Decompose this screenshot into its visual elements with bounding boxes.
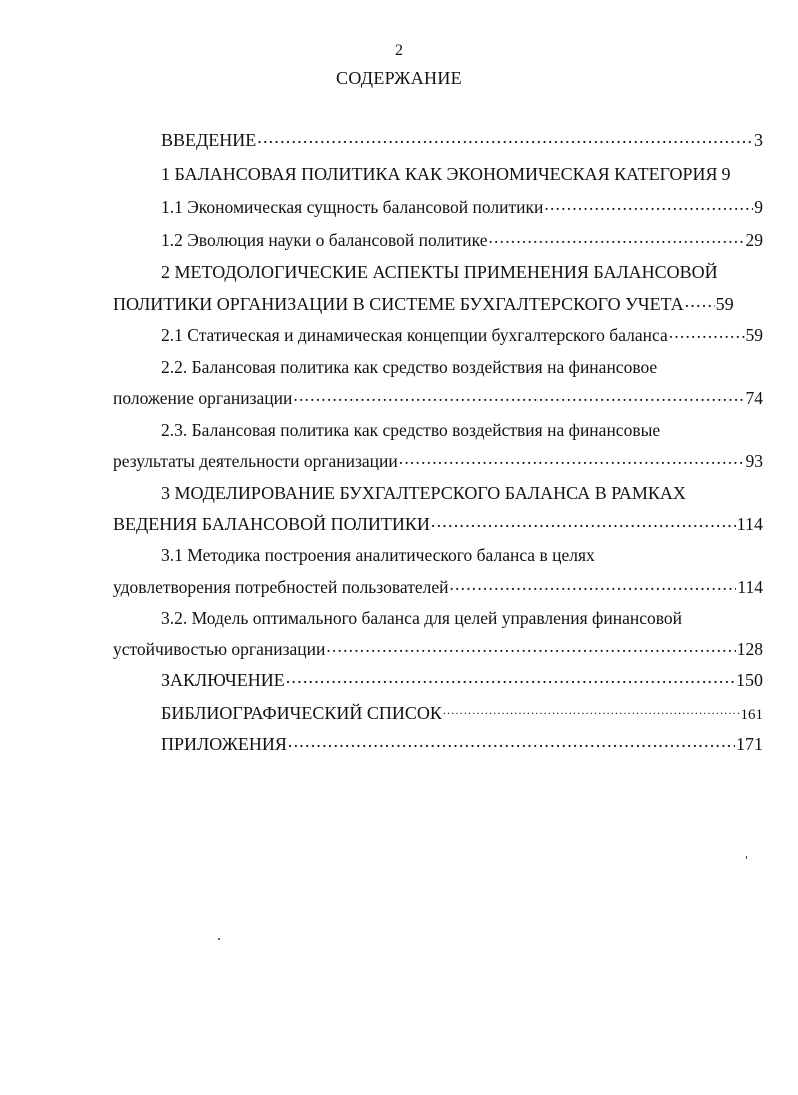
- toc-entry-chapter-2[interactable]: [113, 292, 763, 316]
- toc-entry-page: 74: [745, 388, 763, 408]
- toc-entry-section-1-1[interactable]: [161, 195, 763, 219]
- toc-entry-section-2-3-line1: 2.3. Балансовая политика как средство воздействия на финансовые: [161, 420, 661, 440]
- toc-entry-label: 1.2 Эволюция науки о балансовой политике: [161, 230, 488, 250]
- toc-leader-dots: [326, 638, 735, 656]
- toc-entry-page: 93: [745, 451, 763, 471]
- toc-entry-label: 2.1 Статическая и динамическая концепции бухгалтерского баланса: [161, 325, 668, 345]
- toc-entry-label: 1.1 Экономическая сущность балансовой политики: [161, 197, 544, 217]
- toc-entry-conclusion[interactable]: [161, 668, 763, 692]
- toc-leader-dots: [685, 292, 715, 310]
- toc-entry-section-2-3[interactable]: [113, 449, 763, 473]
- toc-entry-chapter-3[interactable]: [113, 512, 763, 536]
- toc-entry-label: 1 БАЛАНСОВАЯ ПОЛИТИКА КАК ЭКОНОМИЧЕСКАЯ КАТЕГОРИЯ: [161, 164, 718, 184]
- toc-entry-page: 59: [745, 325, 763, 345]
- toc-entry-chapter-3-line1: 3 МОДЕЛИРОВАНИЕ БУХГАЛТЕРСКОГО БАЛАНСА В РАМКАХ: [161, 483, 686, 503]
- toc-title: СОДЕРЖАНИЕ: [336, 68, 462, 88]
- toc-entry-section-2-1[interactable]: [161, 323, 763, 347]
- toc-leader-dots: [288, 732, 735, 750]
- toc-entry-page: 128: [736, 639, 763, 659]
- toc-entry-bibliography[interactable]: [161, 701, 763, 727]
- toc-entry-section-1-2[interactable]: [161, 228, 763, 252]
- toc-leader-dots: [544, 196, 753, 214]
- toc-entry-page: 161: [740, 707, 763, 723]
- toc-leader-dots: [488, 229, 744, 247]
- toc-entry-page: 114: [736, 514, 763, 534]
- toc-leader-dots: [257, 128, 753, 146]
- toc-entry-label: БИБЛИОГРАФИЧЕСКИЙ СПИСОК: [161, 703, 442, 723]
- scan-speck: [746, 856, 747, 859]
- toc-entry-label: ВВЕДЕНИЕ: [161, 130, 257, 150]
- toc-entry-label: результаты деятельности организации: [113, 451, 398, 471]
- toc-entry-section-2-2[interactable]: [113, 386, 763, 410]
- toc-entry-section-3-2[interactable]: [113, 637, 763, 661]
- scan-speck: [218, 938, 220, 940]
- toc-leader-dots: [449, 576, 736, 594]
- toc-entry-section-3-2-line1: 3.2. Модель оптимального баланса для целей управления финансовой: [161, 608, 683, 628]
- toc-entry-page: 9: [754, 197, 763, 217]
- toc-entry-label: положение организации: [113, 388, 293, 408]
- toc-entry-section-3-1[interactable]: [113, 575, 763, 599]
- toc-entry-label: удовлетворения потребностей пользователей: [113, 577, 449, 597]
- toc-entry-chapter-2-line1: 2 МЕТОДОЛОГИЧЕСКИЕ АСПЕКТЫ ПРИМЕНЕНИЯ БАЛАНСОВОЙ: [161, 262, 718, 282]
- toc-entry-page: 59: [715, 294, 734, 314]
- toc-entry-introduction[interactable]: [161, 128, 763, 152]
- toc-entry-label: ЗАКЛЮЧЕНИЕ: [161, 670, 285, 690]
- toc-entry-label: ПОЛИТИКИ ОРГАНИЗАЦИИ В СИСТЕМЕ БУХГАЛТЕРСКОГО УЧЕТА: [113, 294, 684, 314]
- toc-leader-dots: [669, 324, 745, 342]
- page-number: 2: [395, 42, 403, 59]
- toc-leader-dots: [293, 387, 744, 405]
- toc-entry-label: ПРИЛОЖЕНИЯ: [161, 734, 287, 754]
- toc-entry-page: 3: [754, 130, 763, 150]
- toc-entry-section-3-1-line1: 3.1 Методика построения аналитического баланса в целях: [161, 545, 595, 565]
- toc-entry-chapter-1[interactable]: [161, 162, 763, 186]
- toc-entry-page: 9: [721, 164, 731, 184]
- toc-leader-dots: [286, 668, 735, 686]
- toc-leader-dots: [431, 512, 736, 530]
- toc-entry-section-2-2-line1: 2.2. Балансовая политика как средство воздействия на финансовое: [161, 357, 658, 377]
- toc-entry-label: ВЕДЕНИЯ БАЛАНСОВОЙ ПОЛИТИКИ: [113, 514, 430, 534]
- toc-entry-appendices[interactable]: [161, 732, 763, 756]
- toc-entry-page: 171: [736, 734, 763, 754]
- toc-leader-dots: [443, 707, 740, 719]
- toc-entry-label: устойчивостью организации: [113, 639, 326, 659]
- toc-leader-dots: [399, 450, 745, 468]
- toc-entry-page: 150: [736, 670, 763, 690]
- toc-entry-page: 29: [745, 230, 763, 250]
- toc-entry-page: 114: [737, 577, 763, 597]
